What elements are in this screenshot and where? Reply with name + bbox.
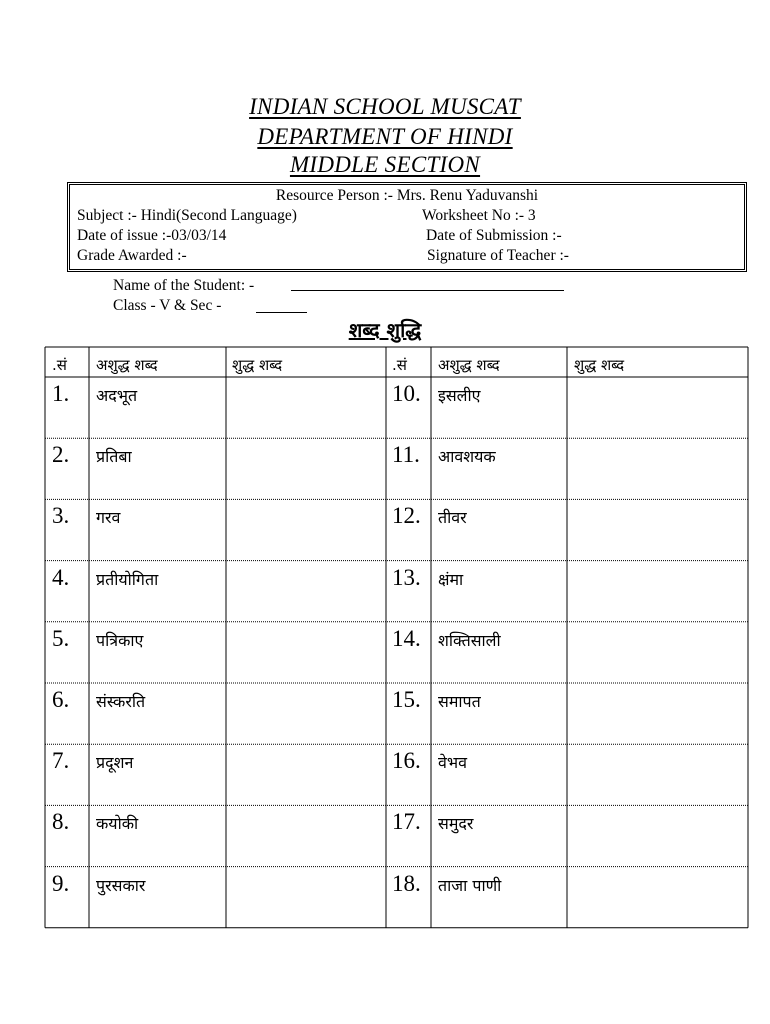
resource-person: Resource Person :- Mrs. Renu Yaduvanshi: [275, 187, 539, 204]
correct-word-answer-cell[interactable]: [227, 378, 385, 437]
incorrect-word: तीवर: [438, 508, 467, 528]
incorrect-word: शक्तिसाली: [438, 630, 501, 650]
row-number: 9.: [52, 870, 70, 896]
incorrect-word: समापत: [438, 692, 481, 711]
date-of-issue: Date of issue :-03/03/14: [77, 227, 227, 244]
incorrect-word: आवशयक: [438, 447, 496, 467]
school-title: INDIAN SCHOOL MUSCAT: [249, 94, 521, 119]
column-header: अशुद्ध शब्द: [96, 356, 158, 374]
correct-word-answer-cell[interactable]: [568, 806, 747, 865]
correct-word-answer-cell[interactable]: [568, 500, 747, 559]
row-number: 3.: [52, 503, 70, 529]
grade-awarded: Grade Awarded :-: [77, 247, 187, 264]
row-number: 1.: [52, 381, 70, 406]
row-number: 8.: [52, 809, 70, 835]
row-number: 13.: [392, 564, 421, 590]
correct-word-answer-cell[interactable]: [568, 684, 747, 743]
correct-word-answer-cell[interactable]: [568, 378, 747, 437]
department-title: DEPARTMENT OF HINDI: [257, 124, 513, 149]
incorrect-word: इसलीए: [438, 386, 481, 405]
correct-word-answer-cell[interactable]: [227, 562, 385, 621]
incorrect-word: प्रतीयोगिता: [96, 569, 159, 589]
incorrect-word: समुदर: [438, 814, 474, 834]
correct-word-answer-cell[interactable]: [568, 868, 747, 927]
row-number: 15.: [392, 687, 421, 712]
correct-word-answer-cell[interactable]: [227, 439, 385, 498]
incorrect-word: क्षंमा: [438, 569, 464, 589]
teacher-signature: Signature of Teacher :-: [427, 247, 569, 264]
incorrect-word: ताजा पाणी: [438, 875, 502, 895]
incorrect-word: संस्करति: [96, 692, 146, 711]
row-number: 11.: [392, 442, 420, 468]
row-number: 2.: [52, 442, 70, 468]
row-number: 7.: [52, 748, 70, 774]
date-of-submission: Date of Submission :-: [426, 227, 562, 244]
row-number: 10.: [392, 381, 421, 406]
correct-word-answer-cell[interactable]: [568, 745, 747, 804]
row-number: 16.: [392, 748, 421, 774]
incorrect-word: अदभूत: [96, 386, 138, 405]
correct-word-answer-cell[interactable]: [227, 623, 385, 682]
correct-word-answer-cell[interactable]: [568, 562, 747, 621]
worksheet-number: Worksheet No :- 3: [422, 207, 536, 224]
correct-word-answer-cell[interactable]: [568, 439, 747, 498]
row-number: 4.: [52, 564, 70, 590]
row-number: 12.: [392, 503, 421, 529]
subject: Subject :- Hindi(Second Language): [77, 207, 297, 224]
incorrect-word: वेभव: [438, 753, 468, 773]
row-number: 5.: [52, 625, 70, 651]
correct-word-answer-cell[interactable]: [227, 806, 385, 865]
column-header: शुद्ध शब्द: [232, 356, 283, 374]
class-section-label: Class - V & Sec -: [113, 297, 222, 314]
incorrect-word: पत्रिकाए: [96, 630, 144, 650]
row-number: 17.: [392, 809, 421, 835]
incorrect-word: गरव: [96, 508, 121, 528]
correct-word-answer-cell[interactable]: [227, 745, 385, 804]
worksheet-heading: शब्द शुद्धि: [348, 318, 422, 342]
column-header: .सं: [52, 356, 67, 374]
correct-word-answer-cell[interactable]: [227, 868, 385, 927]
row-number: 14.: [392, 625, 421, 651]
student-name-label: Name of the Student: -: [113, 277, 255, 294]
correct-word-answer-cell[interactable]: [227, 500, 385, 559]
correct-word-answer-cell[interactable]: [227, 684, 385, 743]
correct-word-answer-cell[interactable]: [568, 623, 747, 682]
section-title: MIDDLE SECTION: [289, 152, 481, 177]
column-header: .सं: [392, 356, 407, 374]
incorrect-word: प्रदूशन: [96, 753, 134, 773]
incorrect-word: पुरसकार: [96, 875, 146, 895]
column-header: शुद्ध शब्द: [574, 356, 625, 374]
row-number: 6.: [52, 687, 70, 712]
column-header: अशुद्ध शब्द: [438, 356, 500, 374]
row-number: 18.: [392, 870, 421, 896]
incorrect-word: प्रतिबा: [96, 447, 132, 467]
incorrect-word: कयोकी: [96, 814, 139, 834]
